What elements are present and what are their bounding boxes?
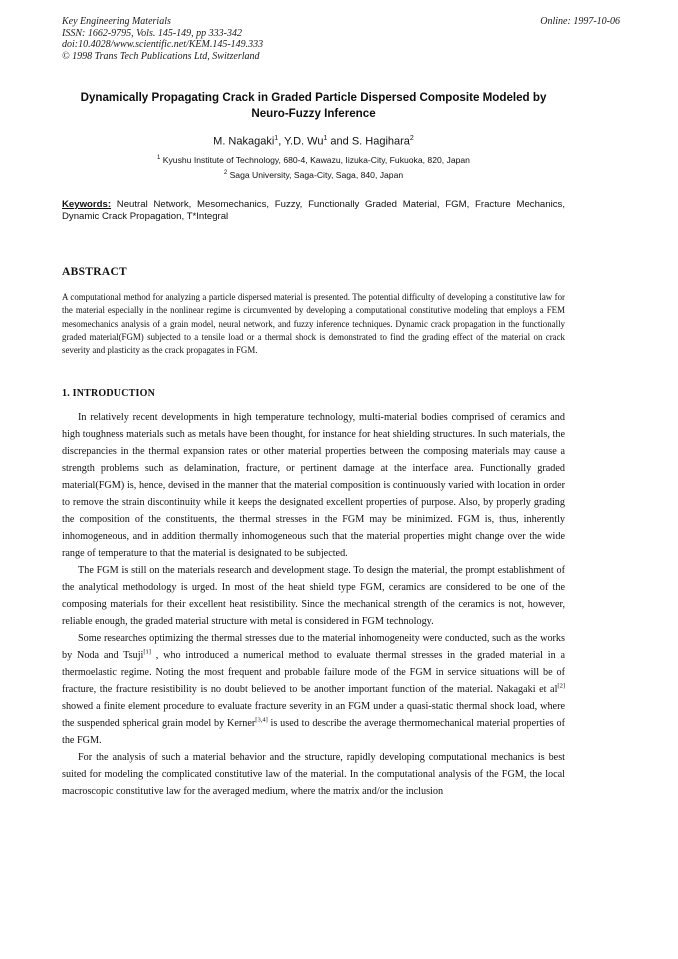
publication-info <box>62 16 263 62</box>
affiliation-2: $^2$ Saga University, Saga-City, Saga, 840, Japan <box>223 170 404 181</box>
authors-line: M. Nakagaki$^1$, Y.D. Wu$^1$ and S. Hagihara$^2$ <box>213 134 414 148</box>
affiliations <box>62 154 565 183</box>
introduction-heading: 1. INTRODUCTION <box>62 388 156 400</box>
issn-line: ISSN: 1662-9795, Vols. 145-149, pp 333-342 <box>62 27 242 39</box>
keywords-text: Neutral Network, Mesomechanics, Fuzzy, Functionally Graded Material, FGM, Fracture Mechanics, Dynamic Crack Propagation, T*Integral <box>62 198 565 223</box>
paper-title: Dynamically Propagating Crack in Graded Particle Dispersed Composite Modeled by Neuro-Fuzzy Inference <box>80 91 547 120</box>
affiliation-1: $^1$ Kyushu Institute of Technology, 680-4, Kawazu, Iizuka-City, Fukuoka, 820, Japan <box>157 154 470 165</box>
copyright-line: © 1998 Trans Tech Publications Ltd, Switzerland <box>62 50 260 62</box>
doi-line: doi:10.4028/www.scientific.net/KEM.145-149.333 <box>62 39 264 51</box>
intro-paragraph-4: For the analysis of such a material behavior and the structure, rapidly developing computational mechanics is best suited for modeling the complicated constitutive law of the material. In the computational analysis of the FGM, the local macroscopic constitutive law for the averaged medium, where the matrix and/or the inclusion <box>62 752 565 798</box>
abstract-heading: ABSTRACT <box>62 266 128 279</box>
keywords-block <box>62 199 565 225</box>
intro-paragraph-2: The FGM is still on the materials research and development stage. To design the material, the prompt establishment of the analytical methodology is urged. In most of the heat shield type FGM, ceramics are considered to be one of the composing materials for their excellent heat resistibility. Since the mechanical strength of the ceramics is not, however, reliable enough, the graded material structure with metal is considered in FGM technology. <box>62 565 565 628</box>
abstract-text: A computational method for analyzing a particle dispersed material is presented. The potential difficulty of developing a constitutive law for the material especially in the nonlinear regime is circumvented by developing a computational constitutive modeling that employs a FEM mesomechanics analysis of a grain model, neural network, and fuzzy inference techniques. Dynamic crack propagation in the functionally graded material(FGM) subjected to a tensile load or a thermal shock is demonstrated to find the grading effect of the material on crack severity and plasticity as the crack propagates in FGM. <box>62 292 565 356</box>
page-header <box>62 16 620 62</box>
intro-paragraph-1: In relatively recent developments in high temperature technology, multi-material bodies comprised of ceramics and high toughness materials such as metals have been thought, for instance for heat shielding structures. In such materials, the discrepancies in the thermal expansion rates or other material properties between the composing materials may cause a strength problems such as delamination, fracture, or pertinent damage at the interface area. Functionally graded material(FGM) is, hence, devised in the manner that the material composition is continuously varied with location in order to remove the strain discontinuity while it keeps the designated excellent properties of purpose. Also, by properly grading the composition of the constituents, the thermal stresses in the FGM may be minimized. FGM is, thus, inherently inhomogeneous, and in addition thermally inhomogeneous such that the material properties might change over the wide range of temperature to that the material is designated to be subjected. <box>62 412 565 560</box>
online-date: Online: 1997-10-06 <box>540 16 620 27</box>
journal-name: Key Engineering Materials <box>62 16 171 27</box>
keywords-label: Keywords: <box>62 198 112 210</box>
intro-paragraph-3: Some researches optimizing the thermal stresses due to the material inhomogeneity were conducted, such as the works by Noda and Tsuji[1] , who introduced a numerical method to evaluate thermal stresses in the graded material in a thermoelastic regime. Noting the most frequent and probable failure mode of the FGM in service situations will be of fracture, the fracture resistibility is no doubt believed to be another important function of the material. Nakagaki et al[2] showed a finite element procedure to evaluate fracture severity in an FGM under a quasi-static thermal shock load, where the suspended spherical grain model by Kerner[3,4] is used to describe the average thermomechanical material properties of the FGM. <box>62 633 565 747</box>
